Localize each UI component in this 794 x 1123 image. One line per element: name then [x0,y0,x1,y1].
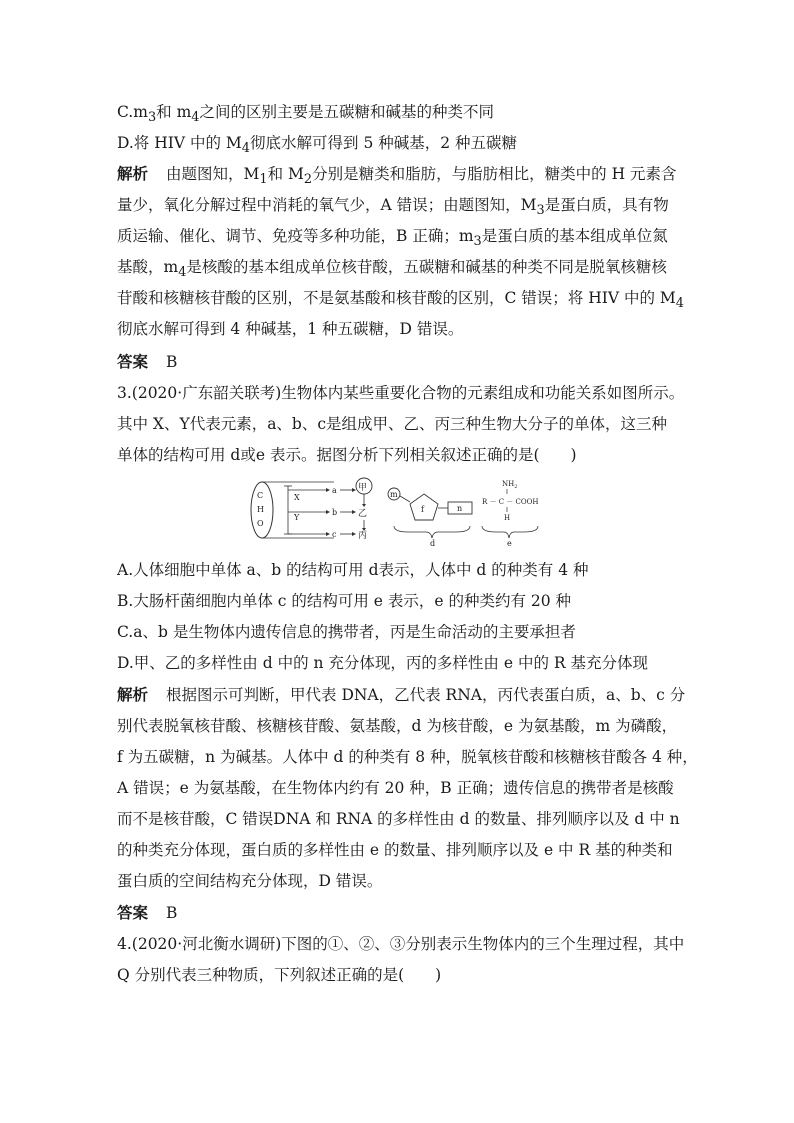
option-c: $C.m_3$和 $m_4$之间的区别主要是五碳糖和碱基的种类不同 [117,103,495,126]
d-f: f [421,505,424,514]
d-f-pentagon [410,494,438,520]
e-chain: R － C － COOH [482,498,539,506]
q4-stem-1: 4.(2020·河北衡水调研)下图的①、②、③分别表示生物体内的三个生理过程，其中 [117,935,685,953]
analysis-line-5: 苷酸和核糖核苷酸的区别，不是氨基酸和核苷酸的区别，C 错误；将 HIV 中的 $M_4$ [117,289,684,312]
q3-analysis-4: A 错误；e 为氨基酸，在生物体内约有 20 种，B 正确；遗传信息的携带者是核酸 [117,779,674,797]
element-h: H [257,505,264,514]
e-h: H [504,514,511,522]
answer-2: 答案 B [117,903,178,922]
macro-yi: 乙 [358,509,368,519]
q3-stem-3: 单体的结构可用 d或e 表示。据图分析下列相关叙述正确的是( ) [117,446,577,464]
element-c: C [257,491,264,500]
analysis-line-2: 量少，氧化分解过程中消耗的氧气少，A 错误；由题图知，$M_3$是蛋白质，具有物 [117,196,669,219]
option-d: D.将 HIV 中的 $M_4$彻底水解可得到 5 种碱基，2 种五碳糖 [117,134,518,157]
macro-jia: 甲 [358,483,368,493]
analysis-label: 解析 [117,164,149,183]
d-m: m [390,490,398,499]
q3-analysis-2: 别代表脱氧核苷酸、核糖核苷酸、氨基酸，d 为核苷酸，e 为氨基酸，m 为磷酸， [117,717,678,735]
element-o: O [257,519,264,528]
d-label: d [430,539,436,548]
e-label: e [507,539,512,548]
q3-figure [248,472,548,550]
q3-option-c: C.a、b 是生物体内遗传信息的携带者，丙是生命活动的主要承担者 [117,623,576,641]
analysis-line-4: 基酸，$m_4$是核酸的基本组成单位核苷酸，五碳糖和碱基的种类不同是脱氧核糖核 [117,258,667,281]
q3-analysis-7: 蛋白质的空间结构充分体现，D 错误。 [117,872,383,890]
label-y: Y [294,513,300,522]
q3-option-b: B.大肠杆菌细胞内单体 c 的结构可用 e 表示，e 的种类约有 20 种 [117,592,572,610]
q3-option-d: D.甲、乙的多样性由 d 中的 n 充分体现，丙的多样性由 e 中的 R 基充分体现 [117,654,648,672]
monomer-b: b [332,508,338,517]
e-nh2: $NH_2$ [502,480,518,490]
monomer-a: a [332,486,337,495]
q3-stem-2: 其中 X、Y代表元素，a、b、c是组成甲、乙、丙三种生物大分子的单体，这三种 [117,415,668,433]
q3-analysis-5: 而不是核苷酸，C 错误DNA 和 RNA 的多样性由 d 的数量、排列顺序以及 d 中 n [117,810,680,828]
analysis-line-6: 彻底水解可得到 4 种碱基，1 种五碳糖，D 错误。 [117,320,464,338]
answer-1: 答案 B [117,352,178,371]
q3-analysis-1: 解析 根据图示可判断，甲代表 DNA，乙代表 RNA，丙代表蛋白质，a、b、c 分 [117,685,686,704]
label-x: X [294,493,300,502]
q4-stem-2: Q 分别代表三种物质，下列叙述正确的是( ) [117,966,442,984]
analysis-line-1: 解析 由题图知，$M_1$和 $M_2$分别是糖类和脂肪，与脂肪相比，糖类中的 H 元素含 [117,164,677,188]
q3-stem-1: 3.(2020·广东韶关联考)生物体内某些重要化合物的元素组成和功能关系如图所示。 [117,384,685,402]
macro-bing: 丙 [358,531,368,541]
analysis-line-3: 质运输、催化、调节、免疫等多种功能，B 正确；$m_3$是蛋白质的基本组成单位氮 [117,227,668,250]
q3-analysis-6: 的种类充分体现，蛋白质的多样性由 e 的数量、排列顺序以及 e 中 R 基的种类和 [117,841,673,859]
q3-option-a: A.人体细胞中单体 a、b 的结构可用 d表示，人体中 d 的种类有 4 种 [117,561,589,579]
d-n: n [457,504,463,513]
q3-analysis-3: f 为五碳糖，n 为碱基。人体中 d 的种类有 8 种，脱氧核苷酸和核糖核苷酸各 4 种， [117,748,698,766]
monomer-c: c [332,530,337,539]
